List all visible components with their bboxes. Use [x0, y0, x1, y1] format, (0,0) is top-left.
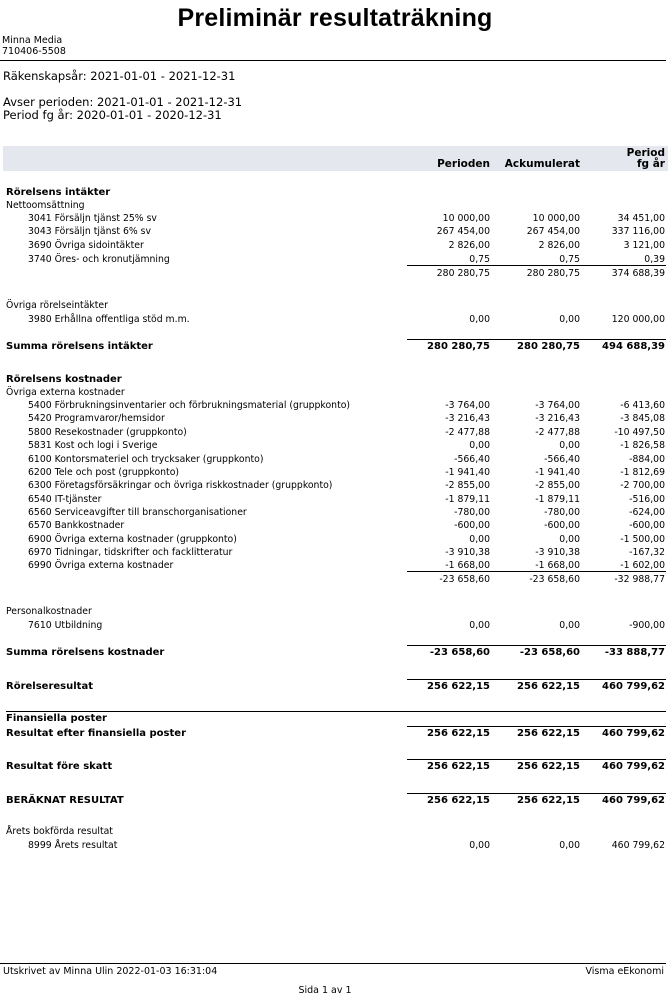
- report-row: [0, 761, 670, 774]
- value-period: -2 477,88: [445, 427, 490, 438]
- value-period: -3 216,43: [445, 413, 490, 424]
- value-accumulated: -1 941,40: [535, 467, 580, 478]
- value-accumulated: -23 658,60: [529, 574, 580, 585]
- value-accumulated: 0,00: [559, 440, 580, 451]
- sum-line: [407, 726, 666, 727]
- value-period: 0,00: [469, 314, 490, 325]
- value-previous: 460 799,62: [602, 761, 665, 772]
- row-label: 5831 Kost och logi i Sverige: [28, 440, 158, 451]
- value-accumulated: -1 668,00: [535, 560, 580, 571]
- report-row: [0, 427, 670, 440]
- report-row: [0, 840, 670, 853]
- value-accumulated: -2 477,88: [535, 427, 580, 438]
- report-row: [0, 606, 670, 619]
- sum-line: [407, 265, 666, 266]
- report-row: [0, 226, 670, 239]
- value-previous: 460 799,62: [602, 681, 665, 692]
- value-period: -3 910,38: [445, 547, 490, 558]
- row-label: 3980 Erhållna offentliga stöd m.m.: [28, 314, 190, 325]
- row-label: 6990 Övriga externa kostnader: [28, 560, 174, 571]
- value-accumulated: 256 622,15: [517, 795, 580, 806]
- value-previous: -32 988,77: [614, 574, 665, 585]
- value-accumulated: -600,00: [544, 520, 580, 531]
- report-row: [0, 494, 670, 507]
- report-row: [0, 341, 670, 354]
- sum-line: [407, 679, 666, 680]
- report-row: [0, 795, 670, 808]
- value-period: 280 280,75: [427, 341, 490, 352]
- value-previous: -624,00: [629, 507, 665, 518]
- value-previous: -1 500,00: [620, 534, 665, 545]
- value-accumulated: 0,75: [559, 254, 580, 265]
- report-row: [0, 240, 670, 253]
- report-row: [0, 454, 670, 467]
- value-previous: 34 451,00: [617, 213, 665, 224]
- report-row: [0, 507, 670, 520]
- report-row: [0, 467, 670, 480]
- row-label: 6100 Kontorsmateriel och trycksaker (gruppkonto): [28, 454, 264, 465]
- row-label: 8999 Årets resultat: [28, 840, 118, 851]
- row-label: Resultat före skatt: [6, 761, 113, 772]
- value-accumulated: 267 454,00: [526, 226, 580, 237]
- report-row: [0, 728, 670, 741]
- value-accumulated: -3 910,38: [535, 547, 580, 558]
- org-number: 710406-5508: [2, 46, 66, 57]
- value-period: -1 668,00: [445, 560, 490, 571]
- value-previous: 337 116,00: [611, 226, 665, 237]
- value-previous: -1 812,69: [620, 467, 665, 478]
- report-period: Avser perioden: 2021-01-01 - 2021-12-31: [3, 95, 243, 109]
- value-accumulated: -780,00: [544, 507, 580, 518]
- value-previous: 3 121,00: [623, 240, 665, 251]
- row-label: Finansiella poster: [6, 713, 107, 724]
- value-accumulated: 2 826,00: [538, 240, 580, 251]
- value-previous: -167,32: [629, 547, 665, 558]
- column-header-previous-line1: Period: [626, 147, 665, 159]
- value-previous: -884,00: [629, 454, 665, 465]
- row-label: Övriga externa kostnader: [6, 387, 125, 398]
- sum-line: [407, 571, 666, 572]
- row-label: 7610 Utbildning: [28, 620, 103, 631]
- report-row: [0, 268, 670, 281]
- value-period: 267 454,00: [436, 226, 490, 237]
- value-accumulated: 280 280,75: [517, 341, 580, 352]
- report-row: [0, 681, 670, 694]
- value-accumulated: 280 280,75: [526, 268, 580, 279]
- value-period: 10 000,00: [442, 213, 490, 224]
- report-row: [0, 440, 670, 453]
- company-name: Minna Media: [2, 35, 63, 46]
- value-accumulated: 256 622,15: [517, 681, 580, 692]
- sum-line: [407, 793, 666, 794]
- value-period: -780,00: [454, 507, 490, 518]
- report-row: [0, 200, 670, 213]
- row-label: 6300 Företagsförsäkringar och övriga riskkostnader (gruppkonto): [28, 480, 333, 491]
- value-accumulated: 0,00: [559, 534, 580, 545]
- report-row: [0, 187, 670, 200]
- report-row: [0, 647, 670, 660]
- value-period: -23 658,60: [439, 574, 490, 585]
- value-previous: -516,00: [629, 494, 665, 505]
- value-accumulated: 256 622,15: [517, 761, 580, 772]
- report-row: [0, 713, 670, 726]
- value-period: 0,00: [469, 840, 490, 851]
- sum-line: [407, 339, 666, 340]
- report-row: [0, 534, 670, 547]
- value-accumulated: -3 216,43: [535, 413, 580, 424]
- row-label: 6970 Tidningar, tidskrifter och facklitteratur: [28, 547, 233, 558]
- row-label: Rörelsens intäkter: [6, 187, 111, 198]
- row-label: BERÄKNAT RESULTAT: [6, 795, 124, 806]
- row-label: 6900 Övriga externa kostnader (gruppkonto): [28, 534, 237, 545]
- sum-line: [407, 759, 666, 760]
- fiscal-year: Räkenskapsår: 2021-01-01 - 2021-12-31: [3, 69, 236, 83]
- value-period: -23 658,60: [429, 647, 490, 658]
- value-previous: 460 799,62: [611, 840, 665, 851]
- value-period: 0,00: [469, 534, 490, 545]
- page-number: Sida 1 av 1: [298, 985, 352, 996]
- row-label: 5400 Förbrukningsinventarier och förbrukningsmaterial (gruppkonto): [28, 400, 351, 411]
- report-title: Preliminär resultaträkning: [177, 4, 493, 32]
- value-period: -3 764,00: [445, 400, 490, 411]
- value-previous: -3 845,08: [620, 413, 665, 424]
- value-period: 0,75: [469, 254, 490, 265]
- previous-period: Period fg år: 2020-01-01 - 2020-12-31: [3, 108, 222, 122]
- value-period: 0,00: [469, 440, 490, 451]
- footer-divider: [0, 963, 666, 964]
- value-previous: 120 000,00: [611, 314, 665, 325]
- row-label: 6570 Bankkostnader: [28, 520, 125, 531]
- row-label: Rörelseresultat: [6, 681, 93, 692]
- value-previous: -600,00: [629, 520, 665, 531]
- row-label: Övriga rörelseintäkter: [6, 300, 108, 311]
- value-previous: -6 413,60: [620, 400, 665, 411]
- value-previous: 494 688,39: [602, 341, 665, 352]
- row-label: 3043 Försäljn tjänst 6% sv: [28, 226, 152, 237]
- value-previous: 460 799,62: [602, 728, 665, 739]
- row-label: Nettoomsättning: [6, 200, 85, 211]
- row-label: Summa rörelsens intäkter: [6, 341, 153, 352]
- value-accumulated: 0,00: [559, 620, 580, 631]
- value-period: -2 855,00: [445, 480, 490, 491]
- value-period: 2 826,00: [448, 240, 490, 251]
- report-row: [0, 826, 670, 839]
- column-header-period: Perioden: [437, 158, 490, 170]
- value-previous: -900,00: [629, 620, 665, 631]
- value-accumulated: 256 622,15: [517, 728, 580, 739]
- report-row: [0, 300, 670, 313]
- row-label: Årets bokförda resultat: [6, 826, 113, 837]
- report-row: [0, 213, 670, 226]
- value-accumulated: -23 658,60: [519, 647, 580, 658]
- row-label: 3690 Övriga sidointäkter: [28, 240, 144, 251]
- row-label: 5800 Resekostnader (gruppkonto): [28, 427, 187, 438]
- row-label: Personalkostnader: [6, 606, 92, 617]
- value-previous: -1 826,58: [620, 440, 665, 451]
- value-previous: -10 497,50: [614, 427, 665, 438]
- value-previous: -1 602,00: [620, 560, 665, 571]
- row-label: Summa rörelsens kostnader: [6, 647, 165, 658]
- value-accumulated: -3 764,00: [535, 400, 580, 411]
- value-previous: -2 700,00: [620, 480, 665, 491]
- report-row: [0, 574, 670, 587]
- report-row: [0, 480, 670, 493]
- header-divider: [0, 60, 666, 61]
- vendor-name: Visma eEkonomi: [585, 966, 664, 977]
- value-period: -1 941,40: [445, 467, 490, 478]
- report-row: [0, 387, 670, 400]
- column-header-previous-line2: fg år: [636, 158, 665, 170]
- printed-by: Utskrivet av Minna Ulin 2022-01-03 16:31:04: [3, 966, 218, 977]
- value-period: -1 879,11: [445, 494, 490, 505]
- value-accumulated: 10 000,00: [532, 213, 580, 224]
- row-label: 6540 IT-tjänster: [28, 494, 102, 505]
- report-row: [0, 547, 670, 560]
- row-label: 6200 Tele och post (gruppkonto): [28, 467, 180, 478]
- row-label: 5420 Programvaror/hemsidor: [28, 413, 165, 424]
- value-period: 256 622,15: [427, 761, 490, 772]
- value-period: 0,00: [469, 620, 490, 631]
- sum-line: [407, 645, 666, 646]
- value-accumulated: 0,00: [559, 840, 580, 851]
- value-period: 256 622,15: [427, 795, 490, 806]
- report-row: [0, 620, 670, 633]
- value-previous: 0,39: [644, 254, 665, 265]
- column-header-accumulated: Ackumulerat: [504, 158, 580, 170]
- value-period: 280 280,75: [436, 268, 490, 279]
- value-accumulated: -2 855,00: [535, 480, 580, 491]
- report-row: [0, 400, 670, 413]
- report-row: [0, 374, 670, 387]
- value-accumulated: -1 879,11: [535, 494, 580, 505]
- report-row: [0, 314, 670, 327]
- value-previous: 374 688,39: [611, 268, 665, 279]
- report-row: [0, 520, 670, 533]
- row-label: 6560 Serviceavgifter till branschorganisationer: [28, 507, 247, 518]
- row-label: 3041 Försäljn tjänst 25% sv: [28, 213, 157, 224]
- value-period: 256 622,15: [427, 681, 490, 692]
- value-period: -600,00: [454, 520, 490, 531]
- value-period: -566,40: [454, 454, 490, 465]
- row-label: Resultat efter finansiella poster: [6, 728, 186, 739]
- value-accumulated: 0,00: [559, 314, 580, 325]
- value-accumulated: -566,40: [544, 454, 580, 465]
- report-row: [0, 413, 670, 426]
- value-previous: 460 799,62: [602, 795, 665, 806]
- value-previous: -33 888,77: [604, 647, 665, 658]
- sum-line: [6, 711, 666, 712]
- row-label: Rörelsens kostnader: [6, 374, 122, 385]
- value-period: 256 622,15: [427, 728, 490, 739]
- row-label: 3740 Öres- och kronutjämning: [28, 254, 170, 265]
